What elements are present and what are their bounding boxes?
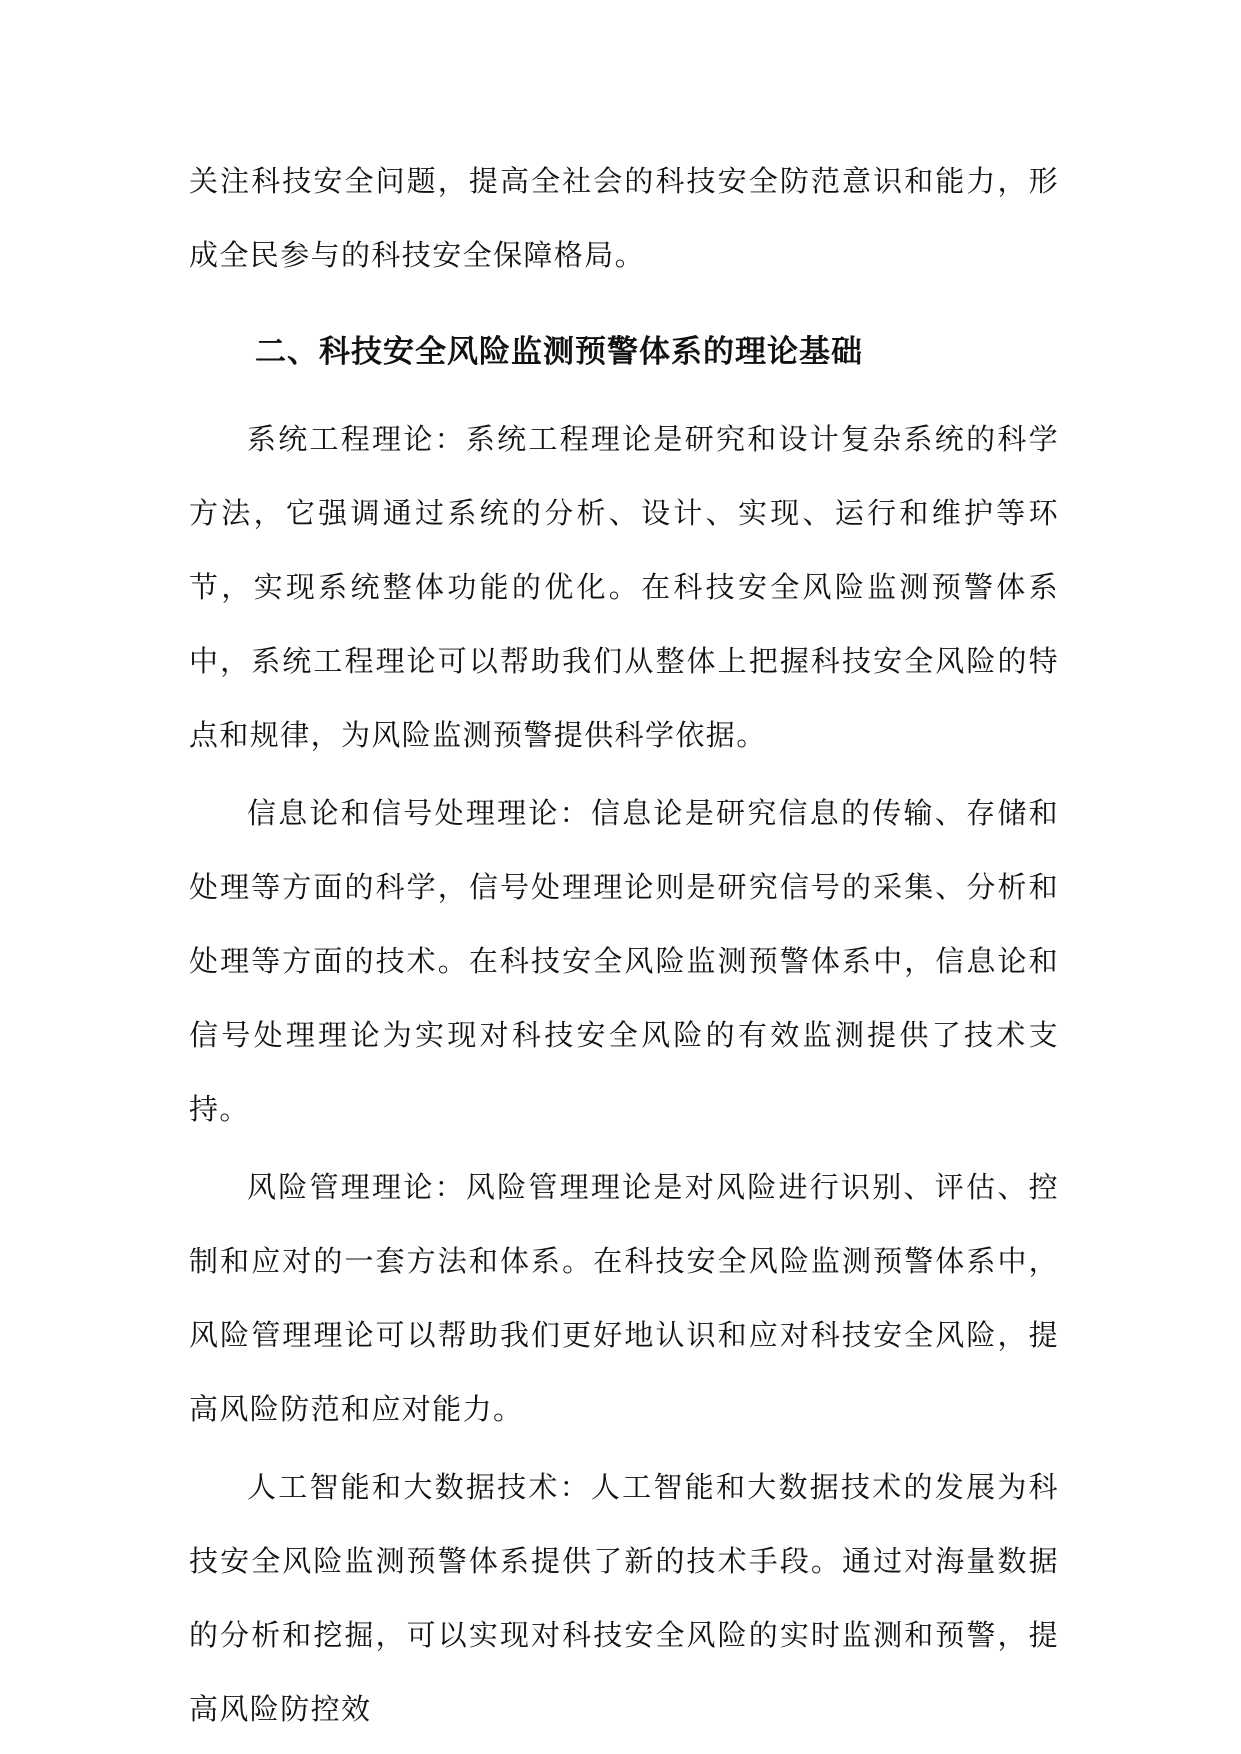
paragraph-information-theory: 信息论和信号处理理论：信息论是研究信息的传输、存储和处理等方面的科学，信号处理理论则是研究信号的采集、分析和处理等方面的技术。在科技安全风险监测预警体系中，信息论和信号处理理论为实现对科技安全风险的有效监测提供了技术支持。 xyxy=(189,796,1059,1126)
paragraph-continuation: 关注科技安全问题，提高全社会的科技安全防范意识和能力，形成全民参与的科技安全保障格局。 xyxy=(189,164,1059,272)
paragraph-systems-engineering: 系统工程理论：系统工程理论是研究和设计复杂系统的科学方法，它强调通过系统的分析、设计、实现、运行和维护等环节，实现系统整体功能的优化。在科技安全风险监测预警体系中，系统工程理论可以帮助我们从整体上把握科技安全风险的特点和规律，为风险监测预警提供科学依据。 xyxy=(189,422,1059,752)
page-content xyxy=(189,144,1059,1746)
paragraph-ai-big-data: 人工智能和大数据技术：人工智能和大数据技术的发展为科技安全风险监测预警体系提供了新的技术手段。通过对海量数据的分析和挖掘，可以实现对科技安全风险的实时监测和预警，提高风险防控效 xyxy=(189,1470,1059,1726)
paragraph-risk-management: 风险管理理论：风险管理理论是对风险进行识别、评估、控制和应对的一套方法和体系。在科技安全风险监测预警体系中，风险管理理论可以帮助我们更好地认识和应对科技安全风险，提高风险防范和应对能力。 xyxy=(189,1170,1059,1426)
section-heading: 二、科技安全风险监测预警体系的理论基础 xyxy=(255,334,863,370)
